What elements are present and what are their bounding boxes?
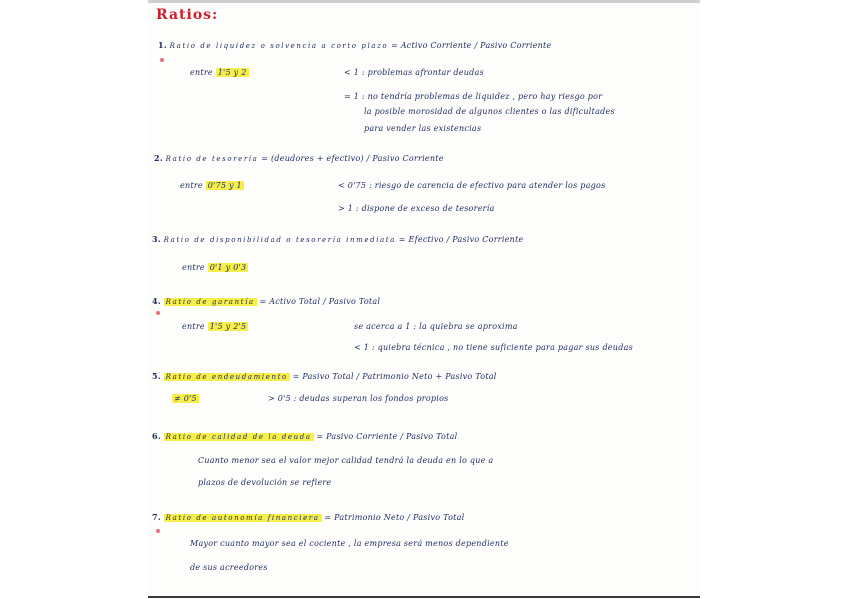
ratio-formula: = Efectivo / Pasivo Corriente bbox=[398, 235, 524, 244]
ratio-number: 2. bbox=[154, 153, 163, 163]
ratio-name: Ratio de endeudamiento bbox=[165, 373, 288, 381]
ratio-range: entre 0'75 y 1 bbox=[180, 181, 242, 190]
range-highlight: 1'5 y 2'5 bbox=[209, 322, 247, 331]
margin-dot bbox=[160, 58, 164, 62]
ratio-range: entre 1'5 y 2'5 bbox=[182, 322, 247, 331]
ratio-formula: = Patrimonio Neto / Pasivo Total bbox=[324, 513, 465, 522]
ratio-formula: = (deudores + efectivo) / Pasivo Corriente bbox=[261, 154, 444, 163]
ratio-note: = 1 : no tendría problemas de liquidez , pero hay riesgo por bbox=[344, 92, 603, 101]
margin-dot bbox=[156, 311, 160, 315]
margin-dot bbox=[156, 529, 160, 533]
ratio-range bbox=[172, 394, 199, 403]
ratio-heading-4 bbox=[152, 296, 380, 306]
range-highlight: 0'75 y 1 bbox=[207, 181, 242, 190]
ratio-formula: = Pasivo Total / Patrimonio Neto + Pasivo Total bbox=[292, 372, 497, 381]
ratio-name: Ratio de tesorería bbox=[165, 155, 259, 163]
ratio-name: Ratio de autonomía financiera bbox=[165, 514, 320, 522]
ratio-note: para vender las existencias bbox=[364, 124, 482, 133]
ratio-heading-5 bbox=[152, 371, 497, 381]
ratio-number: 3. bbox=[152, 234, 161, 244]
ratio-number: 5. bbox=[152, 371, 161, 381]
ratio-note: < 1 : problemas afrontar deudas bbox=[344, 68, 484, 77]
ratio-name: Ratio de disponibilidad o tesorería inmediata bbox=[163, 236, 396, 244]
ratio-heading-2 bbox=[154, 153, 444, 163]
ratio-note: < 1 : quiebra técnica , no tiene suficiente para pagar sus deudas bbox=[354, 343, 633, 352]
ratio-number: 7. bbox=[152, 512, 161, 522]
ratio-heading-3 bbox=[152, 234, 524, 244]
ratio-note: < 0'75 : riesgo de carencia de efectivo para atender los pagos bbox=[338, 181, 606, 190]
ratio-note: se acerca a 1 : la quiebra se aproxima bbox=[354, 322, 518, 331]
ratio-name: Ratio de garantía bbox=[165, 298, 255, 306]
range-highlight: 1'5 y 2 bbox=[217, 68, 247, 77]
ratio-note: > 1 : dispone de exceso de tesorería bbox=[338, 204, 495, 213]
ratio-heading-6 bbox=[152, 431, 457, 441]
ratio-range: entre 0'1 y 0'3 bbox=[182, 263, 247, 272]
ratio-range: entre 1'5 y 2 bbox=[190, 68, 247, 77]
ratio-number: 1. bbox=[158, 40, 167, 50]
ratio-number: 4. bbox=[152, 296, 161, 306]
ratio-formula: = Activo Corriente / Pasivo Corriente bbox=[391, 41, 552, 50]
ratio-note: Mayor cuanto mayor sea el cociente , la empresa será menos dependiente bbox=[190, 539, 509, 548]
ratio-formula: = Pasivo Corriente / Pasivo Total bbox=[316, 432, 458, 441]
ratio-formula: = Activo Total / Pasivo Total bbox=[259, 297, 381, 306]
notebook-page bbox=[148, 0, 700, 598]
ratio-note: Cuanto menor sea el valor mejor calidad tendrá la deuda en lo que a bbox=[198, 456, 494, 465]
ratio-note: la posible morosidad de algunos clientes o las dificultades bbox=[364, 107, 615, 116]
ratio-heading-1 bbox=[158, 40, 552, 50]
range-highlight: ≠ 0'5 bbox=[174, 394, 197, 403]
ratio-name: Ratio de liquidez o solvencia a corto plazo bbox=[169, 42, 389, 50]
ratio-heading-7 bbox=[152, 512, 464, 522]
ratio-note: plazos de devolución se refiere bbox=[198, 478, 332, 487]
range-highlight: 0'1 y 0'3 bbox=[209, 263, 247, 272]
ratio-note: > 0'5 : deudas superan los fondos propios bbox=[268, 394, 449, 403]
ratio-number: 6. bbox=[152, 431, 161, 441]
page-title: Ratios: bbox=[156, 7, 219, 23]
ratio-note: de sus acreedores bbox=[190, 563, 268, 572]
ratio-name: Ratio de calidad de la deuda bbox=[165, 433, 312, 441]
